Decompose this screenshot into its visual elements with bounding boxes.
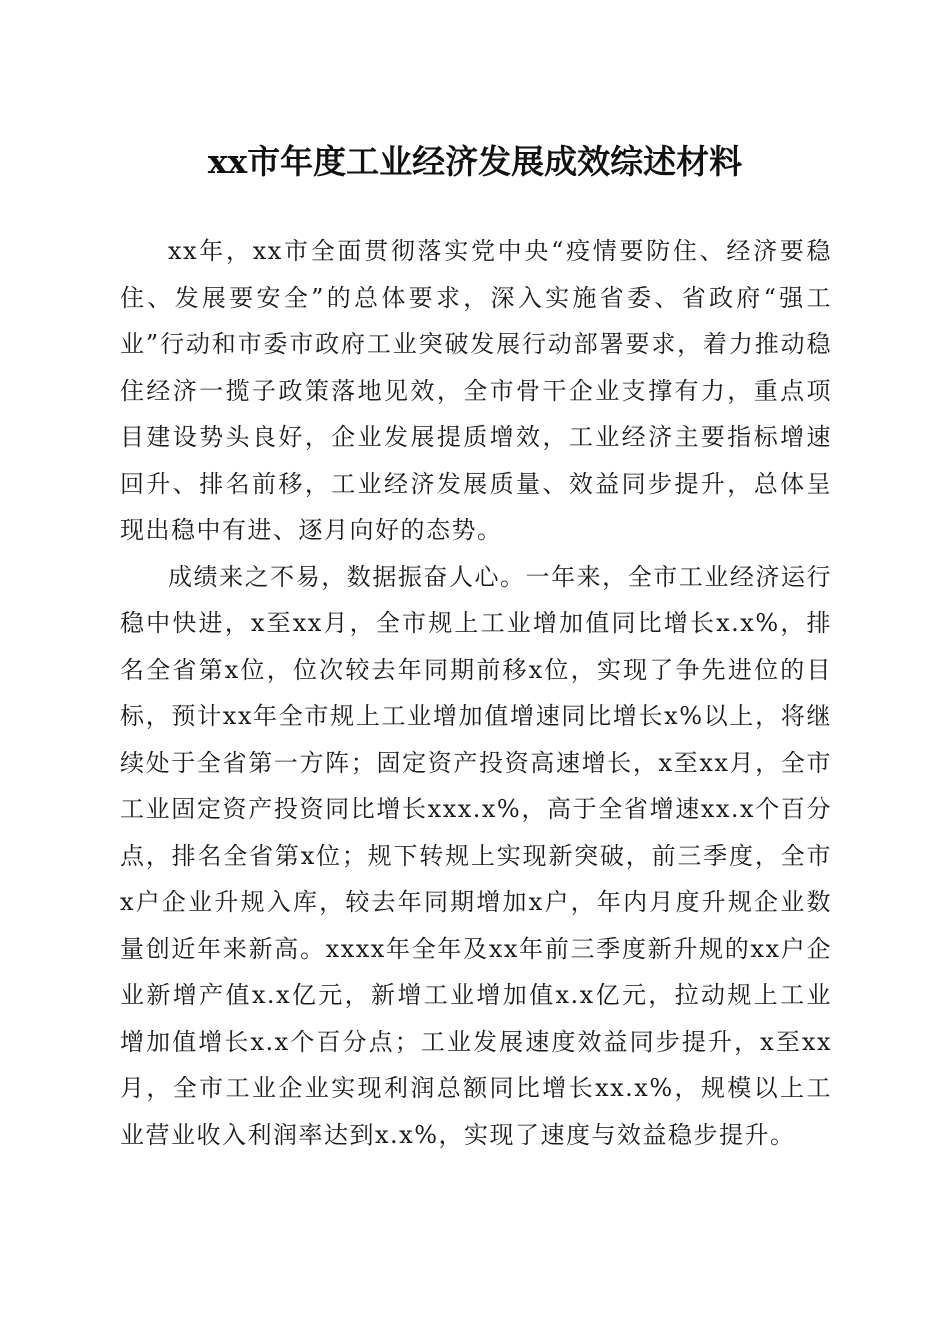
paragraph-2: 成绩来之不易，数据振奋人心。一年来，全市工业经济运行稳中快进，x至xx月，全市规上工业增加值同比增长x.x%，排名全省第x位，位次较去年同期前移x位，实现了争先进位的目标，预计xx年全市规上工业增加值增速同比增长x%以上，将继续处于全省第一方阵；固定资产投资高速增长，x至xx月，全市工业固定资产投资同比增长xxx.x%，高于全省增速xx.x个百分点，排名全省第x位；规下转规上实现新突破，前三季度，全市x户企业升规入库，较去年同期增加x户，年内月度升规企业数量创近年来新高。xxxx年全年及xx年前三季度新升规的xx户企业新增产值x.x亿元，新增工业增加值x.x亿元，拉动规上工业增加值增长x.x个百分点；工业发展速度效益同步提升，x至xx月，全市工业企业实现利润总额同比增长xx.x%，规模以上工业营业收入利润率达到x.x%，实现了速度与效益稳步提升。: [120, 562, 832, 1149]
paragraph-1: xx年，xx市全面贯彻落实党中央“疫情要防住、经济要稳住、发展要安全”的总体要求，深入实施省委、省政府“强工业”行动和市委市政府工业突破发展行动部署要求，着力推动稳住经济一揽子政策落地见效，全市骨干企业支撑有力，重点项目建设势头良好，企业发展提质增效，工业经济主要指标增速回升、排名前移，工业经济发展质量、效益同步提升，总体呈现出稳中有进、逐月向好的态势。: [120, 237, 832, 544]
document-body: [120, 228, 832, 1158]
document-title: xx市年度工业经济发展成效综述材料: [207, 142, 743, 181]
